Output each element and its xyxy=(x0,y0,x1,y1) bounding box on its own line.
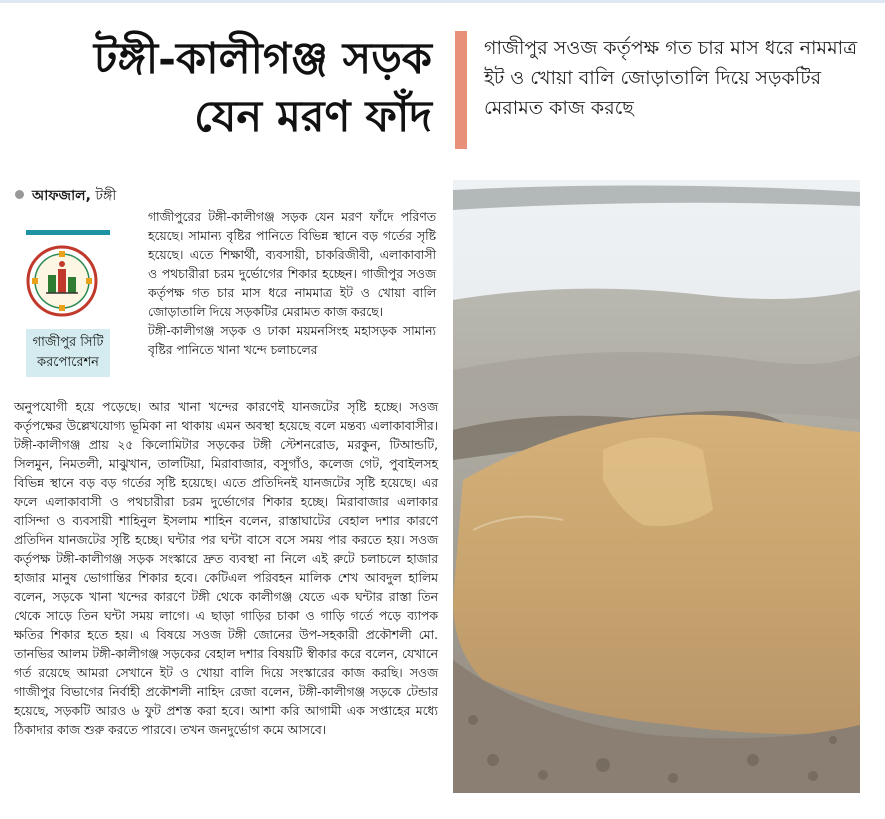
headline-line-1: টঙ্গী-কালীগঞ্জ সড়ক xyxy=(93,34,432,84)
article-body xyxy=(14,398,438,740)
logo-caption-line-1: গাজীপুর সিটি xyxy=(32,335,104,350)
waterlogged-road-photo xyxy=(453,180,860,793)
page-top-rule xyxy=(0,0,885,3)
logo-top-band xyxy=(26,230,110,235)
logo-caption-line-2: করপোরেশন xyxy=(37,355,99,370)
headline-line-2: যেন মরণ ফাঁদ xyxy=(194,92,432,142)
article-lead-column xyxy=(148,208,436,360)
bullet-icon xyxy=(15,190,24,199)
article-lead-paragraph: গাজীপুরের টঙ্গী-কালীগঞ্জ সড়ক যেন মরণ ফাঁদে পরিণত হয়েছে। সামান্য বৃষ্টির পানিতে বিভিন্ন স্থানে বড় গর্তের সৃষ্টি হয়েছে। এতে শিক্ষার্থী, ব্যবসায়ী, চাকরিজীবী, এলাকাবাসী ও পথচারীরা চরম দুর্ভোগের শিকার হচ্ছেন। গাজীপুর সওজ কর্তৃপক্ষ গত চার মাস ধরে নামমাত্র ইট ও খোয়া বালি জোড়াতালি দিয়ে সড়কটির মেরামত কাজ করছে। xyxy=(148,210,436,319)
city-corporation-logo-box xyxy=(26,230,110,377)
logo-caption xyxy=(26,329,110,377)
byline xyxy=(15,184,116,208)
city-corporation-emblem-icon xyxy=(26,245,98,317)
byline-author: আফজাল, xyxy=(32,188,91,204)
headline xyxy=(40,30,432,146)
deck-accent-bar xyxy=(455,31,467,149)
news-photo xyxy=(453,180,860,793)
byline-place: টঙ্গী xyxy=(95,188,117,204)
article-second-paragraph-start: টঙ্গী-কালীগঞ্জ সড়ক ও ঢাকা ময়মনসিংহ মহাসড়ক সামান্য বৃষ্টির পানিতে খানা খন্দে চলাচলের xyxy=(148,324,436,357)
deck-summary: গাজীপুর সওজ কর্তৃপক্ষ গত চার মাস ধরে নামমাত্র ইট ও খোয়া বালি জোড়াতালি দিয়ে সড়কটির মেরামত কাজ করছে xyxy=(484,37,858,119)
article-body-text: অনুপযোগী হয়ে পড়েছে। আর খানা খন্দের কারণেই যানজটের সৃষ্টি হচ্ছে। সওজ কর্তৃপক্ষের উল্লেখযোগ্য ভূমিকা না থাকায় এমন অবস্থা হয়েছে বলে মন্তব্য এলাকাবাসীর। টঙ্গী-কালীগঞ্জ প্রায় ২৫ কিলোমিটার সড়কের টঙ্গী স্টেশনরোড, মরকুন, টিআন্ডটি, সিলমুন, নিমতলী, মাঝুখান, তালটিয়া, মিরাবাজার, বসুগাঁও, কলেজ গেট, পুবাইলসহ বিভিন্ন স্থানে বড় বড় গর্তের সৃষ্টি হয়েছে। এতে প্রতিদিনই যানজটের সৃষ্টি হয়েছে। এর ফলে এলাকাবাসী ও পথচারীরা চরম দুর্ভোগের শিকার হচ্ছে। মিরাবাজার এলাকার বাসিন্দা ও ব্যবসায়ী শাহিনুল ইসলাম শাহিন বলেন, রাস্তাঘাটের বেহাল দশার কারণে প্রতিদিন যানজটের সৃষ্টি হচ্ছে। ঘন্টার পর ঘন্টা বাসে বসে সময় পার করতে হয়। সওজ কর্তৃপক্ষ টঙ্গী-কালীগঞ্জ সড়ক সংস্কারে দ্রুত ব্যবস্থা না নিলে এই রুটে চলাচলে হাজার হাজার মানুষ ভোগান্তির শিকার হবে। কেটিএল পরিবহন মালিক শেখ আবদুল হালিম বলেন, সড়কে খানা খন্দের কারণে টঙ্গী থেকে কালীগঞ্জ যেতে এক ঘন্টার রাস্তা তিন থেকে সাড়ে তিন ঘন্টা সময় লাগে। এ ছাড়া গাড়ির চাকা ও গাড়ি গর্তে পড়ে ব্যাপক ক্ষতির শিকার হতে হয়। এ বিষয়ে সওজ টঙ্গী জোনের উপ-সহকারী প্রকৌশলী মো. তানভির আলম টঙ্গী-কালীগঞ্জ সড়কের বেহাল দশার বিষয়টি স্বীকার করে বলেন, যেখানে গর্ত রয়েছে আমরা সেখানে ইট ও খোয়া বালি দিয়ে সংস্কারের কাজ করছি। সওজ গাজীপুর বিভাগের নির্বাহী প্রকৌশলী নাহিদ রেজা বলেন, টঙ্গী-কালীগঞ্জ সড়কে টেন্ডার হয়েছে, সড়কটি আরও ৬ ফুট প্রশস্ত করা হবে। আশা করি আগামী এক সপ্তাহের মধ্যে ঠিকাদার কাজ শুরু করতে পারবে। তখন জনদুর্ভোগ কমে আসবে। xyxy=(14,400,438,737)
